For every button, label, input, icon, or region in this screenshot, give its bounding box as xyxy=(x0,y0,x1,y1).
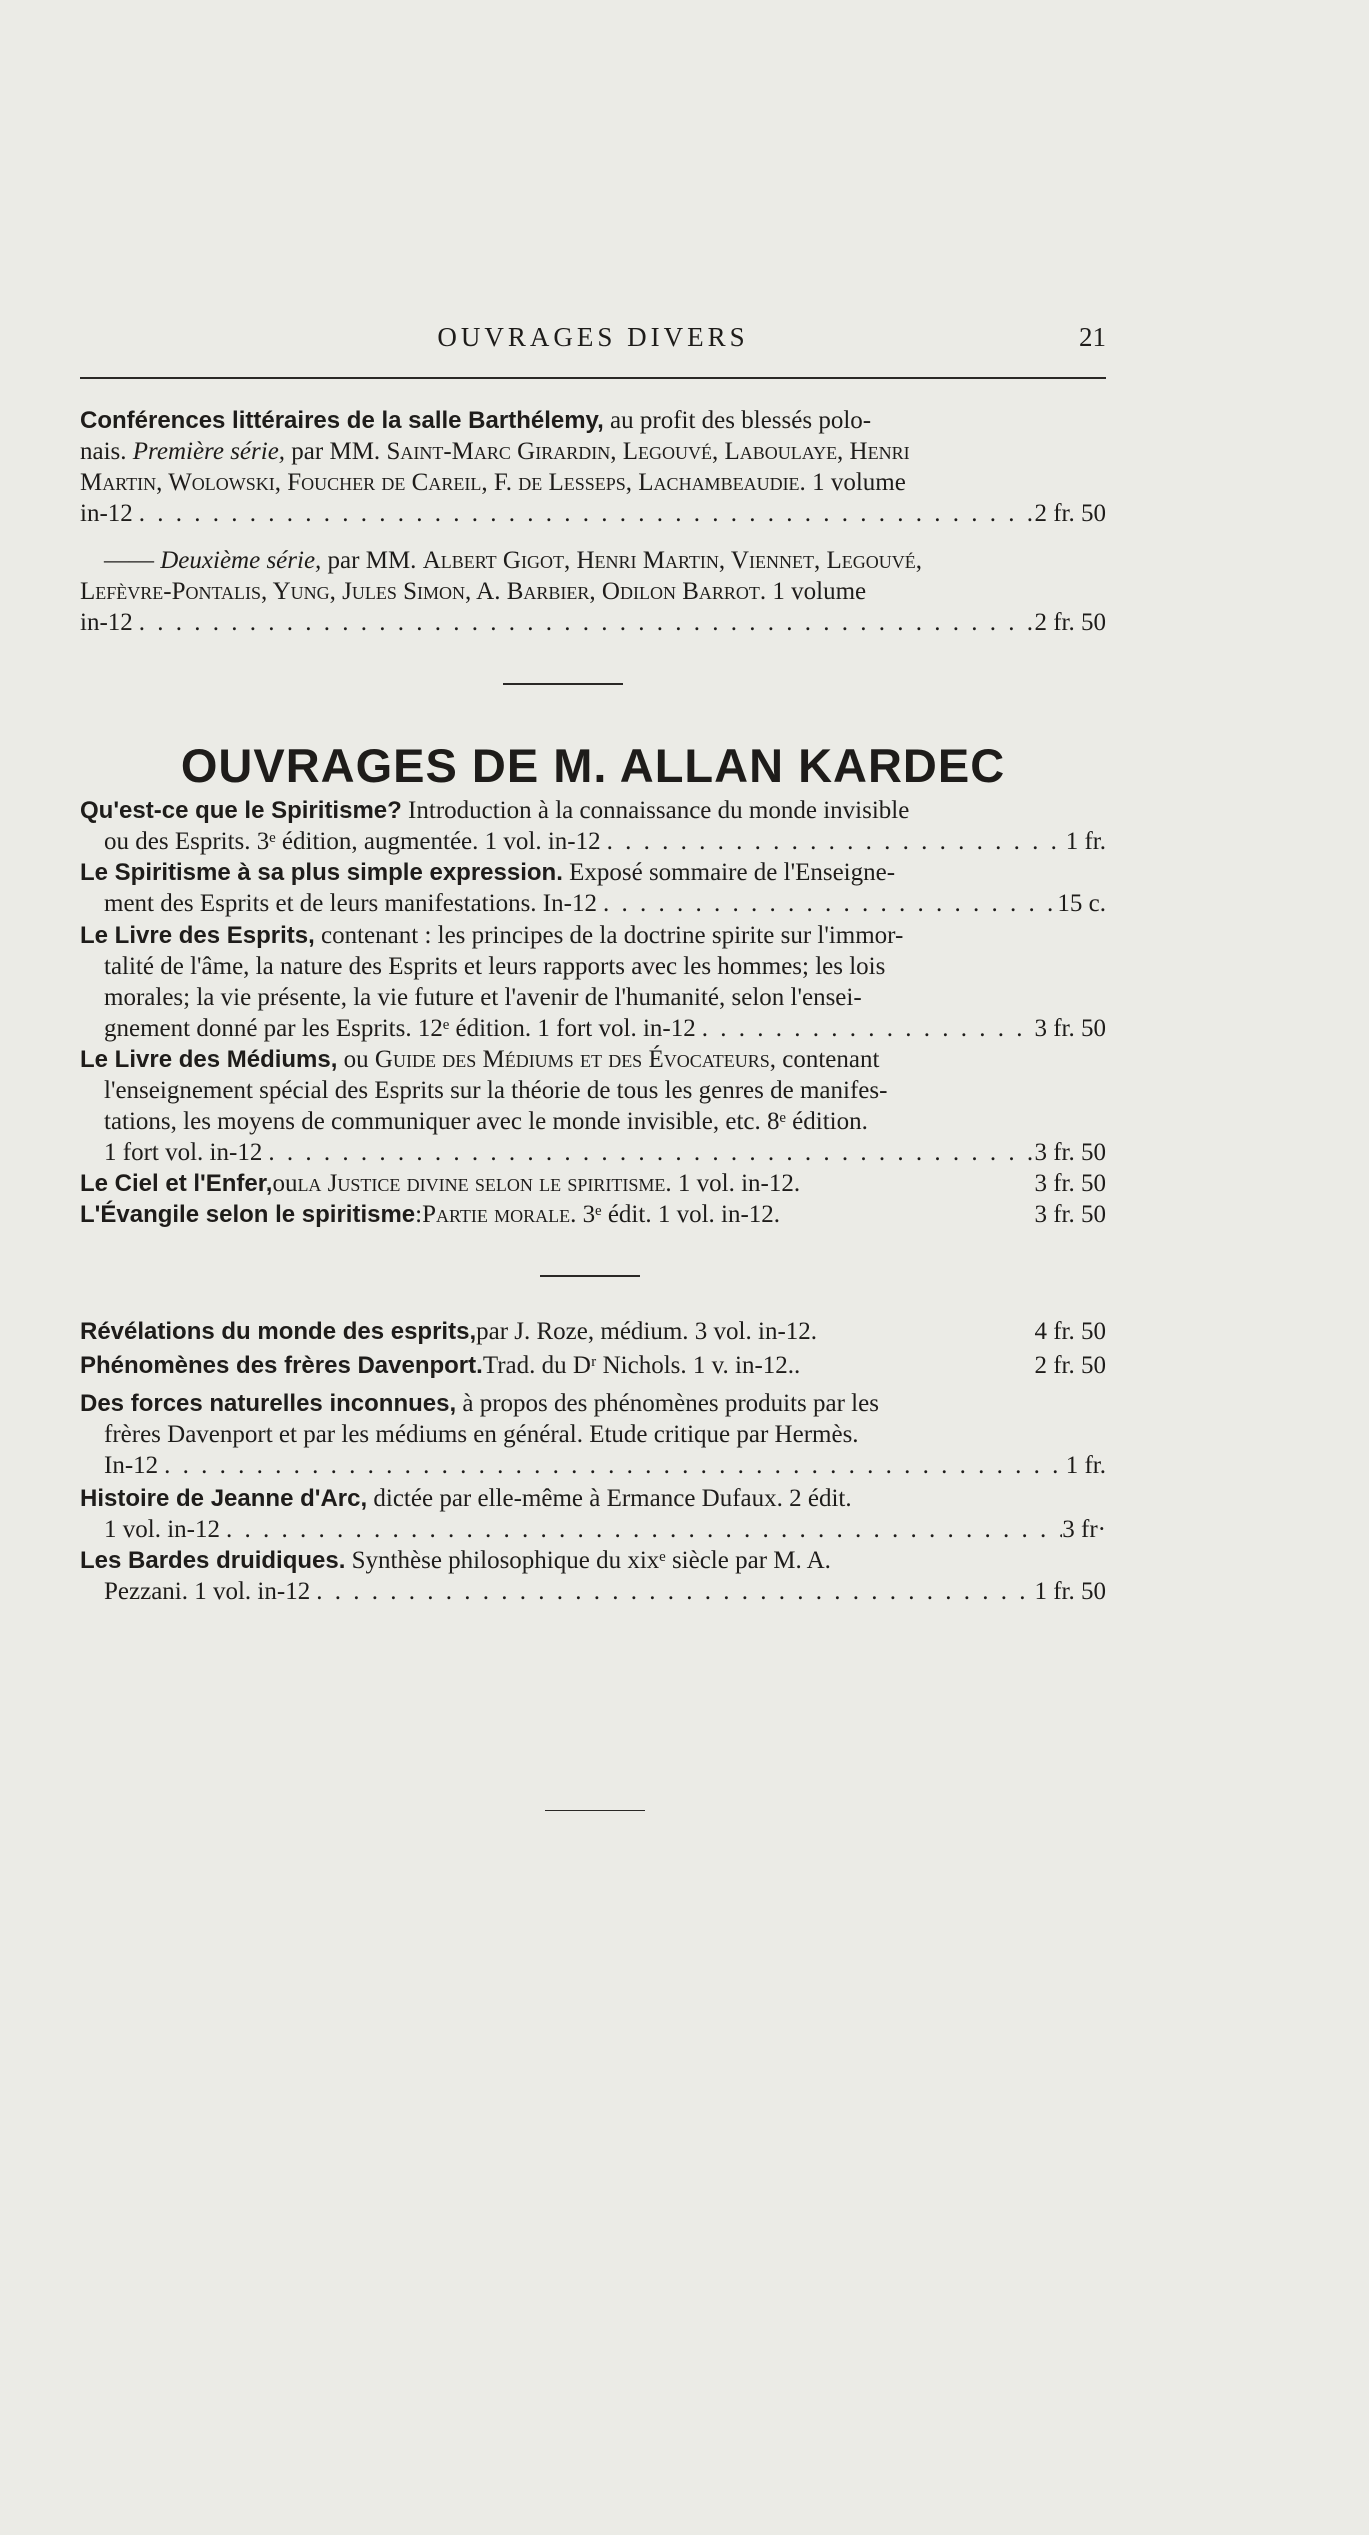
price: 1 fr. xyxy=(1065,828,1106,855)
end-rule xyxy=(545,1810,645,1811)
entry-jeanne-darc: Histoire de Jeanne d'Arc, dictée par elle-même à Ermance Dufaux. 2 édit. 1 vol. in-12 . . . 3 fr· xyxy=(80,1483,1106,1545)
page-number: 21 xyxy=(1079,322,1106,352)
entry-simple-expression: Le Spiritisme à sa plus simple expression. Exposé sommaire de l'Enseigne- ment des Esprits et de leurs manifestations. In-12 . . . 15 c. xyxy=(80,857,1106,919)
price: 15 c. xyxy=(1057,890,1106,917)
entry-conferences-1: Conférences littéraires de la salle Barthélemy, au profit des blessés polo- nais. Première série, par MM. Saint-Marc Girardin, Legouvé, Laboulaye, Henri Martin, Wolowski, Foucher de Careil, F. de Lesseps, Lachambeaudie. 1 volume in-12 . . . 2 fr. 50 xyxy=(80,405,1106,529)
entry-evangile: L'Évangile selon le spiritisme : Partie morale . 3ᵉ édit. 1 vol. in-12. 3 fr. 50 xyxy=(80,1201,1106,1228)
entry-revelations: Révélations du monde des esprits, par J. Roze, médium. 3 vol. in-12. 4 fr. 50 xyxy=(80,1318,1106,1345)
section-title: OUVRAGES DE M. ALLAN KARDEC xyxy=(180,739,1006,792)
price: 4 fr. 50 xyxy=(1034,1318,1106,1345)
entry-livre-des-mediums: Le Livre des Médiums, ou Guide des Médiums et des Évocateurs, contenant l'enseignement spécial des Esprits sur la théorie de tous les genres de manifes- tations, les moyens de communiquer avec le monde invisible, etc. 8ᵉ édition. 1 fort vol. in-12 . . . 3 fr. 50 xyxy=(80,1044,1106,1168)
price: 3 fr. 50 xyxy=(1034,1139,1106,1166)
price: 3 fr. 50 xyxy=(1034,1201,1106,1228)
price: 2 fr. 50 xyxy=(1034,1352,1106,1379)
price: 3 fr· xyxy=(1062,1516,1106,1543)
entry-livre-des-esprits: Le Livre des Esprits, contenant : les principes de la doctrine spirite sur l'immor- talité de l'âme, la nature des Esprits et leurs rapports avec les hommes; les lois morales; la vie présente, la vie future et l'avenir de l'humanité, selon l'ensei- gnement donné par les Esprits. 12ᵉ édition. 1 fort vol. in-12 . . . 3 fr. 50 xyxy=(80,920,1106,1044)
price-line: in-12 . . . 2 fr. 50 xyxy=(80,498,1106,529)
entry-title: Conférences littéraires de la salle Barthélemy, xyxy=(80,407,604,434)
price: 3 fr. 50 xyxy=(1034,1170,1106,1197)
entry-bardes-druidiques: Les Bardes druidiques. Synthèse philosophique du xixᵉ siècle par M. A. Pezzani. 1 vol. in-12 . . . 1 fr. 50 xyxy=(80,1545,1106,1607)
entry-ciel-et-enfer: Le Ciel et l'Enfer, ou la Justice divine selon le spiritisme . 1 vol. in-12. 3 fr. 50 xyxy=(80,1170,1106,1197)
price: 1 fr. 50 xyxy=(1034,1578,1106,1605)
entry-forces-naturelles: Des forces naturelles inconnues, à propos des phénomènes produits par les frères Davenport et par les médiums en général. Etude critique par Hermès. In-12 . . . 1 fr. xyxy=(80,1388,1106,1481)
price-line: in-12 . . . 2 fr. 50 xyxy=(80,607,1106,638)
entry-davenport: Phénomènes des frères Davenport. Trad. du Dʳ Nichols. 1 v. in-12.. 2 fr. 50 xyxy=(80,1352,1106,1379)
header-rule xyxy=(80,377,1106,379)
price: 1 fr. xyxy=(1065,1452,1106,1479)
separator-rule xyxy=(503,683,623,685)
page-header xyxy=(80,322,1106,366)
price: 2 fr. 50 xyxy=(1034,609,1106,636)
price: 3 fr. 50 xyxy=(1034,1015,1106,1042)
entry-quest-ce-que: Qu'est-ce que le Spiritisme? Introduction à la connaissance du monde invisible ou des Esprits. 3ᵉ édition, augmentée. 1 vol. in-12 . . . 1 fr. xyxy=(80,795,1106,857)
running-title: OUVRAGES DIVERS xyxy=(437,322,749,352)
separator-rule xyxy=(540,1275,640,1277)
price: 2 fr. 50 xyxy=(1034,500,1106,527)
entry-conferences-2: —— Deuxième série, par MM. Albert Gigot, Henri Martin, Viennet, Legouvé, Lefèvre-Pontalis, Yung, Jules Simon, A. Barbier, Odilon Barrot. 1 volume in-12 . . . 2 fr. 50 xyxy=(80,545,1106,638)
